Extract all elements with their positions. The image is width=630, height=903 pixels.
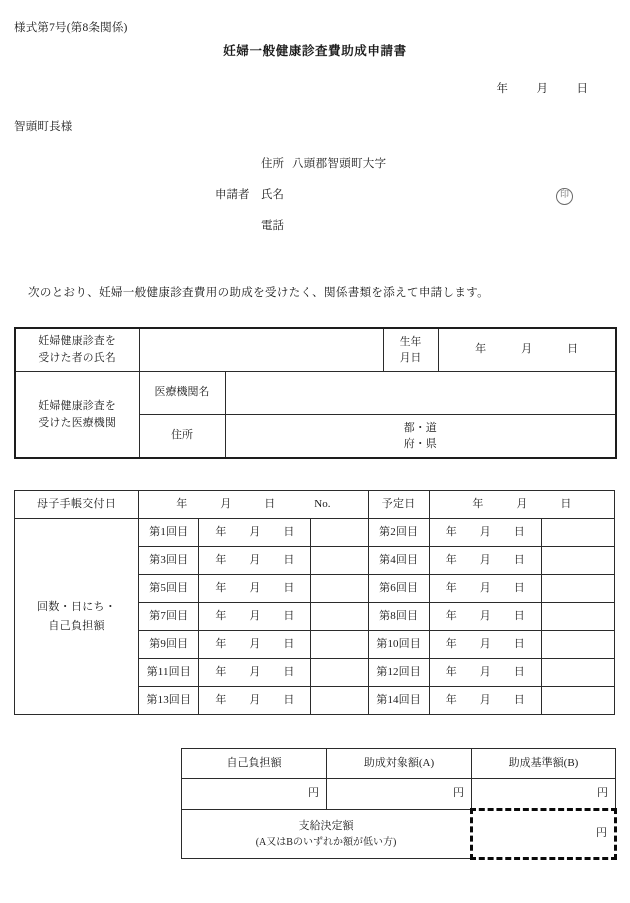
visits-side-label [15, 519, 139, 715]
standard-amount-value-field[interactable] [472, 779, 616, 810]
target-amount-header: 助成対象額(A) [327, 749, 472, 779]
due-date-label: 予定日 [368, 491, 429, 519]
visit-date-field[interactable] [429, 575, 541, 603]
decision-amount-field[interactable] [472, 810, 616, 859]
table-row [15, 328, 616, 372]
visit-day-label: 日 [513, 525, 525, 538]
visit-date-field[interactable] [429, 659, 541, 687]
table-row [15, 372, 616, 415]
visit-month-label: 月 [249, 553, 261, 566]
yen-unit-label: 円 [596, 827, 607, 840]
examinee-table [14, 327, 617, 459]
visit-day-label: 日 [283, 581, 295, 594]
handbook-year-label: 年 [176, 497, 188, 510]
visit-day-label: 日 [513, 637, 525, 650]
visit-month-label: 月 [479, 665, 491, 678]
visit-date-field[interactable] [199, 575, 311, 603]
date-month-label: 月 [536, 83, 548, 95]
dob-label-line2: 月日 [399, 352, 422, 364]
visit-label: 第8回目 [368, 603, 429, 631]
decision-amount-label [182, 810, 472, 859]
visit-month-label: 月 [249, 581, 261, 594]
visit-date-field[interactable] [429, 687, 541, 715]
visit-amount-field[interactable] [541, 603, 614, 631]
visit-month-label: 月 [479, 581, 491, 594]
visit-label: 第11回目 [139, 659, 199, 687]
dob-month-label: 月 [521, 343, 533, 356]
examinee-name-label-line2: 受けた者の氏名 [38, 352, 117, 364]
handbook-issue-label: 母子手帳交付日 [15, 491, 139, 519]
visit-year-label: 年 [215, 693, 227, 706]
applicant-address-row [0, 149, 630, 180]
visit-date-field[interactable] [429, 519, 541, 547]
form-number: 様式第7号(第8条関係) [14, 22, 128, 34]
visit-date-field[interactable] [199, 519, 311, 547]
table-row [182, 779, 616, 810]
handbook-no-label: No. [314, 497, 331, 510]
visit-day-label: 日 [513, 553, 525, 566]
visit-year-label: 年 [445, 693, 457, 706]
visit-month-label: 月 [249, 665, 261, 678]
visit-date-field[interactable] [199, 603, 311, 631]
applicant-address-value[interactable]: 八頭郡智頭町大字 [292, 158, 387, 170]
self-pay-header: 自己負担額 [182, 749, 327, 779]
due-year-label: 年 [472, 497, 484, 510]
visits-table [14, 490, 615, 715]
self-pay-value-field[interactable] [182, 779, 327, 810]
visit-month-label: 月 [479, 553, 491, 566]
decision-label-line2: (A又はBのいずれか額が低い方) [255, 836, 397, 848]
visit-year-label: 年 [215, 665, 227, 678]
due-day-label: 日 [560, 497, 572, 510]
visit-label: 第1回目 [139, 519, 199, 547]
table-row [15, 519, 615, 547]
examinee-name-label-line1: 妊婦健康診査を [38, 335, 117, 348]
due-date-field[interactable] [429, 491, 614, 519]
visit-date-field[interactable] [199, 547, 311, 575]
visit-label: 第2回目 [368, 519, 429, 547]
examinee-dob-field[interactable] [438, 328, 616, 372]
visit-amount-field[interactable] [541, 575, 614, 603]
visit-amount-field[interactable] [541, 631, 614, 659]
visit-year-label: 年 [445, 553, 457, 566]
amounts-table [181, 748, 617, 860]
visit-year-label: 年 [215, 609, 227, 622]
visit-label: 第12回目 [368, 659, 429, 687]
visit-day-label: 日 [283, 637, 295, 650]
visit-year-label: 年 [215, 637, 227, 650]
handbook-issue-field[interactable] [139, 491, 368, 519]
visit-year-label: 年 [445, 609, 457, 622]
visits-side-label-line2: 自己負担額 [48, 619, 105, 632]
table-row [182, 810, 616, 859]
visit-amount-field[interactable] [311, 519, 368, 547]
applicant-address-label: 住所 [261, 158, 284, 170]
visit-label: 第13回目 [139, 687, 199, 715]
due-month-label: 月 [516, 497, 528, 510]
visit-year-label: 年 [445, 581, 457, 594]
submission-date-line [0, 80, 630, 96]
visit-date-field[interactable] [199, 631, 311, 659]
date-year-label: 年 [496, 83, 508, 95]
visit-day-label: 日 [283, 609, 295, 622]
visit-month-label: 月 [249, 637, 261, 650]
visit-month-label: 月 [249, 693, 261, 706]
date-day-label: 日 [576, 83, 588, 95]
decision-label-line1: 支給決定額 [298, 820, 354, 833]
visit-month-label: 月 [479, 525, 491, 538]
visit-amount-field[interactable] [311, 575, 368, 603]
seal-mark-label: 印 [556, 188, 573, 205]
visit-day-label: 日 [513, 609, 525, 622]
visit-month-label: 月 [479, 637, 491, 650]
table-header-row [182, 749, 616, 779]
applicant-phone-row [0, 211, 630, 242]
visit-label: 第7回目 [139, 603, 199, 631]
visit-amount-field[interactable] [311, 687, 368, 715]
visit-label: 第14回目 [368, 687, 429, 715]
yen-unit-label: 円 [453, 787, 464, 800]
institution-name-label: 医療機関名 [139, 372, 225, 415]
examinee-name-label [15, 328, 139, 372]
visit-amount-field[interactable] [541, 659, 614, 687]
dob-label-line1: 生年 [399, 335, 422, 348]
visit-year-label: 年 [445, 665, 457, 678]
visit-year-label: 年 [445, 525, 457, 538]
applicant-phone-label: 電話 [261, 220, 284, 232]
visit-day-label: 日 [283, 693, 295, 706]
visits-side-label-line1: 回数・日にち・ [37, 600, 117, 613]
visit-year-label: 年 [445, 637, 457, 650]
applicant-name-row [0, 180, 630, 211]
visit-date-field[interactable] [429, 631, 541, 659]
visit-label: 第10回目 [368, 631, 429, 659]
visit-day-label: 日 [283, 553, 295, 566]
institution-address-label: 住所 [139, 415, 225, 459]
visit-amount-field[interactable] [311, 603, 368, 631]
visit-label: 第6回目 [368, 575, 429, 603]
institution-label-line2: 受けた医療機関 [38, 416, 117, 429]
institution-address-field[interactable] [225, 415, 616, 459]
visit-day-label: 日 [513, 665, 525, 678]
visit-amount-field[interactable] [311, 547, 368, 575]
yen-unit-label: 円 [597, 786, 608, 799]
handbook-month-label: 月 [220, 497, 232, 510]
visit-amount-field[interactable] [311, 631, 368, 659]
visit-day-label: 日 [283, 525, 295, 538]
addressee: 智頭町長様 [14, 121, 73, 133]
visit-amount-field[interactable] [541, 547, 614, 575]
intro-text: 次のとおり、妊婦一般健康診査費用の助成を受けたく、関係書類を添えて申請します。 [28, 287, 489, 299]
visit-amount-field[interactable] [541, 687, 614, 715]
visit-year-label: 年 [215, 525, 227, 538]
visit-month-label: 月 [479, 693, 491, 706]
visit-year-label: 年 [215, 581, 227, 594]
applicant-block [0, 149, 630, 242]
page-title: 妊婦一般健康診査費助成申請書 [223, 44, 407, 58]
handbook-day-label: 日 [264, 497, 276, 510]
visit-date-field[interactable] [429, 547, 541, 575]
dob-day-label: 日 [567, 343, 579, 356]
visit-label: 第4回目 [368, 547, 429, 575]
examinee-dob-label [383, 328, 438, 372]
visit-day-label: 日 [513, 693, 525, 706]
institution-label [15, 372, 139, 459]
institution-label-line1: 妊婦健康診査を [38, 399, 117, 412]
visit-month-label: 月 [249, 609, 261, 622]
prefecture-line1: 都・道 [403, 421, 437, 434]
visit-day-label: 日 [513, 581, 525, 594]
visit-label: 第3回目 [139, 547, 199, 575]
visit-day-label: 日 [283, 665, 295, 678]
table-header-row [15, 491, 615, 519]
examinee-name-field[interactable] [139, 328, 383, 372]
seal-stamp-icon [556, 184, 573, 208]
visit-month-label: 月 [249, 525, 261, 538]
visit-amount-field[interactable] [541, 519, 614, 547]
target-amount-value-field[interactable] [327, 779, 472, 810]
dob-year-label: 年 [475, 343, 487, 356]
visit-year-label: 年 [215, 553, 227, 566]
yen-unit-label: 円 [308, 787, 319, 800]
visit-label: 第5回目 [139, 575, 199, 603]
visit-date-field[interactable] [199, 659, 311, 687]
prefecture-line2: 府・県 [403, 438, 437, 450]
visit-date-field[interactable] [199, 687, 311, 715]
visit-amount-field[interactable] [311, 659, 368, 687]
visit-month-label: 月 [479, 609, 491, 622]
visit-label: 第9回目 [139, 631, 199, 659]
visit-date-field[interactable] [429, 603, 541, 631]
standard-amount-header: 助成基準額(B) [472, 749, 616, 779]
institution-name-field[interactable] [225, 372, 616, 415]
applicant-name-label: 申請者 氏名 [215, 189, 284, 201]
